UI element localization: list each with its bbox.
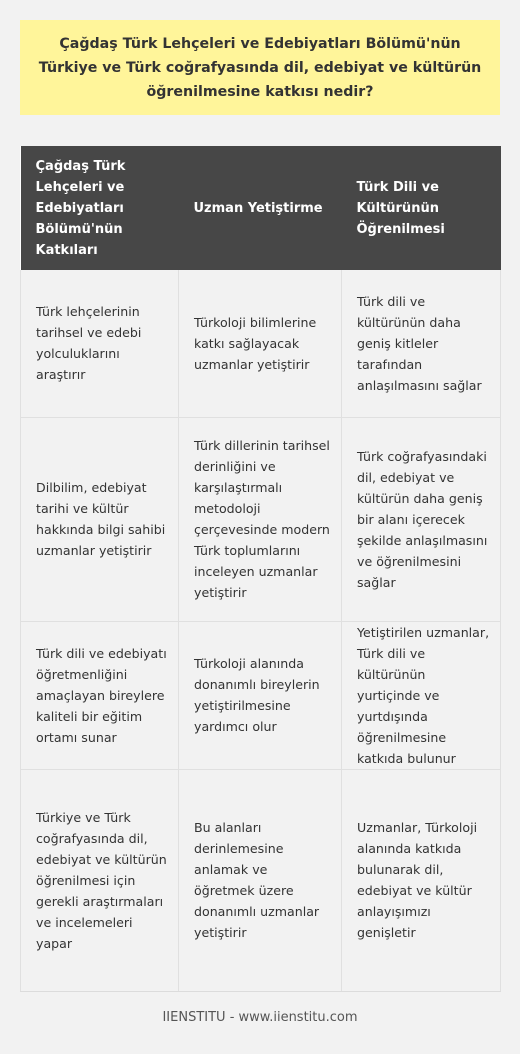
header-language-culture-learning: Türk Dili ve Kültürünün Öğrenilmesi	[342, 146, 501, 270]
header-contributions: Çağdaş Türk Lehçeleri ve Edebiyatları Bölümü'nün Katkıları	[21, 146, 179, 270]
table-cell: Türk dili ve edebiyatı öğretmenliğini amaçlayan bireylere kaliteli bir eğitim ortamı sunar	[21, 621, 179, 769]
table-row	[21, 270, 501, 417]
title-box	[20, 20, 500, 115]
table-header-row	[21, 146, 501, 270]
table-cell: Dilbilim, edebiyat tarihi ve kültür hakkında bilgi sahibi uzmanlar yetiştirir	[21, 417, 179, 621]
page-title: Çağdaş Türk Lehçeleri ve Edebiyatları Bölümü'nün Türkiye ve Türk coğrafyasında dil, edebiyat ve kültürün öğrenilmesine katkısı nedir?	[38, 35, 482, 100]
footer-credit: IIENSTITU - www.iienstitu.com	[162, 1010, 358, 1025]
table-row	[21, 417, 501, 621]
table-cell: Yetiştirilen uzmanlar, Türk dili ve kültürünün yurtiçinde ve yurtdışında öğrenilmesine katkıda bulunur	[342, 621, 501, 769]
table-row	[21, 769, 501, 991]
table-cell: Türkiye ve Türk coğrafyasında dil, edebiyat ve kültürün öğrenilmesi için gerekli araştırmaları ve incelemeleri yapar	[21, 769, 179, 991]
table-cell: Türkoloji alanında donanımlı bireylerin yetiştirilmesine yardımcı olur	[179, 621, 342, 769]
table-cell: Bu alanları derinlemesine anlamak ve öğretmek üzere donanımlı uzmanlar yetiştirir	[179, 769, 342, 991]
contribution-table	[20, 146, 501, 992]
table-cell: Türk lehçelerinin tarihsel ve edebi yolculuklarını araştırır	[21, 270, 179, 417]
table-cell: Türkoloji bilimlerine katkı sağlayacak uzmanlar yetiştirir	[179, 270, 342, 417]
table-cell: Uzmanlar, Türkoloji alanında katkıda bulunarak dil, edebiyat ve kültür anlayışımızı genişletir	[342, 769, 501, 991]
table-cell: Türk dillerinin tarihsel derinliğini ve karşılaştırmalı metodoloji çerçevesinde modern Türk toplumlarını inceleyen uzmanlar yetiştirir	[179, 417, 342, 621]
header-expert-training: Uzman Yetiştirme	[179, 146, 342, 270]
table-cell: Türk coğrafyasındaki dil, edebiyat ve kültürün daha geniş bir alanı içerecek şekilde anlaşılmasını ve öğrenilmesini sağlar	[342, 417, 501, 621]
table-cell: Türk dili ve kültürünün daha geniş kitleler tarafından anlaşılmasını sağlar	[342, 270, 501, 417]
table-row	[21, 621, 501, 769]
